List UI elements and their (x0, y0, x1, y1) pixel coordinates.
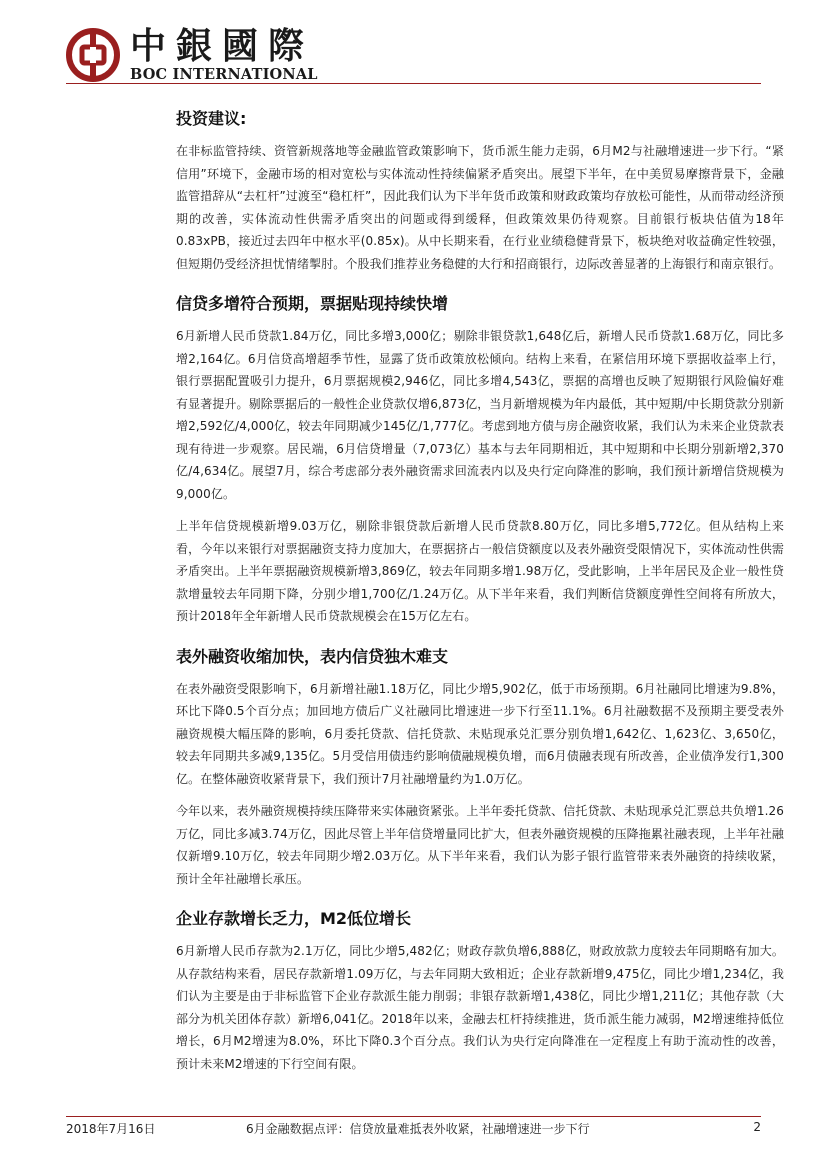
section-title: 投资建议: (176, 109, 247, 128)
paragraph: 上半年信贷规模新增9.03万亿，剔除非银贷款后新增人民币贷款8.80万亿，同比多增5,772亿。但从结构上来看，今年以来银行对票据融资支持力度加大，在票据挤占一般信贷额度以及表外融资受限情况下，实体流动性供需矛盾突出。上半年票据融资规模新增3,869亿，较去年同期多增1.98万亿，受此影响，上半年居民及企业一般性贷款增量较去年同期下降，分别少增1,700亿/1.24万亿。从下半年来看，我们判断信贷额度弹性空间将有所放大，预计2018年全年新增人民币贷款规模会在15万亿左右。 (176, 519, 784, 623)
paragraph: 今年以来，表外融资规模持续压降带来实体融资紧张。上半年委托贷款、信托贷款、未贴现承兑汇票总共负增1.26万亿，同比多减3.74万亿，因此尽管上半年信贷增量同比扩大，但表外融资规模的压降拖累社融表现，上半年社融仅新增9.10万亿，较去年同期少增2.03万亿。从下半年来看，我们认为影子银行监管带来表外融资的持续收紧，预计全年社融增长承压。 (176, 804, 784, 886)
footer-report-title: 6月金融数据点评：信贷放量难抵表外收紧，社融增速进一步下行 (246, 1122, 590, 1136)
section-credit (176, 293, 784, 628)
page-number: 2 (753, 1120, 761, 1134)
footer-date: 2018年7月16日 (66, 1122, 156, 1136)
section-off-balance-financing (176, 646, 784, 891)
paragraph: 6月新增人民币存款为2.1万亿，同比少增5,482亿；财政存款负增6,888亿，财政放款力度较去年同期略有加大。从存款结构来看，居民存款新增1.09万亿，与去年同期大致相近；企业存款新增9,475亿，同比少增1,234亿，我们认为主要是由于非标监管下企业存款派生能力削弱；非银存款新增1,438亿，同比少增1,211亿；其他存款（大部分为机关团体存款）新增6,041亿。2018年以来，金融去杠杆持续推进，货币派生能力减弱，M2增速维持低位增长，6月M2增速为8.0%，环比下降0.3个百分点。我们认为央行定向降准在一定程度上有助于流动性的改善，预计未来M2增速的下行空间有限。 (176, 944, 784, 1071)
section-title: 信贷多增符合预期，票据贴现持续快增 (176, 294, 449, 313)
paragraph: 在表外融资受限影响下，6月新增社融1.18万亿，同比少增5,902亿，低于市场预期。6月社融同比增速为9.8%，环比下降0.5个百分点；加回地方债后广义社融同比增速进一步下行至11.1%。6月社融数据不及预期主要受表外融资规模大幅压降的影响，6月委托贷款、信托贷款、未贴现承兑汇票分别负增1,642亿、1,623亿、3,650亿，较去年同期共多减9,135亿。5月受信用债违约影响债融规模负增，而6月债融表现有所改善，企业债净发行1,300亿。在整体融资收紧背景下，我们预计7月社融增量约为1.0万亿。 (176, 681, 784, 786)
page-footer (66, 1120, 761, 1140)
paragraph: 在非标监管持续、资管新规落地等金融监管政策影响下，货币派生能力走弱，6月M2与社融增速进一步下行。“紧信用”环境下，金融市场的相对宽松与实体流动性持续偏紧矛盾突出。展望下半年，在中美贸易摩擦背景下，金融监管措辞从“去杠杆”过渡至“稳杠杆”，因此我们认为下半年货币政策和财政政策均存放松可能性，从而带动经济预期的改善，实体流动性供需矛盾突出的问题或得到缓释，但政策效果仍待观察。目前银行板块估值为18年0.83xPB，接近过去四年中枢水平(0.85x)。从中长期来看，在行业业绩稳健背景下，板块绝对收益确定性较强，但短期仍受经济担忧情绪掣肘。个股我们推荐业务稳健的大行和招商银行，边际改善显著的上海银行和南京银行。 (176, 144, 784, 271)
section-title: 企业存款增长乏力，M2低位增长 (176, 909, 412, 928)
section-investment-advice (176, 108, 784, 275)
footer-divider (66, 1116, 761, 1117)
header-divider (66, 83, 761, 84)
boc-logo-icon (66, 28, 120, 82)
section-deposits-m2 (176, 908, 784, 1075)
paragraph: 6月新增人民币贷款1.84万亿，同比多增3,000亿；剔除非银贷款1,648亿后，新增人民币贷款1.68万亿，同比多增2,164亿。6月信贷高增超季节性，显露了货币政策放松倾向。结构上来看，在紧信用环境下票据收益率上行，银行票据配置吸引力提升，6月票据规模2,946亿，同比多增4,543亿，票据的高增也反映了短期银行风险偏好难有显著提升。剔除票据后的一般性企业贷款仅增6,873亿，当月新增规模为年内最低，其中短期/中长期贷款分别新增2,592亿/4,000亿，较去年同期减少145亿/1,777亿。考虑到地方债与房企融资收紧，我们认为未来企业贷款表现有待进一步观察。居民端，6月信贷增量（7,073亿）基本与去年同期相近，其中短期和中长期分别新增2,370亿/4,634亿。展望7月，综合考虑部分表外融资需求回流表内以及央行定向降准的影响，我们预计新增信贷规模为9,000亿。 (176, 329, 784, 501)
section-title: 表外融资收缩加快，表内信贷独木难支 (176, 646, 449, 666)
brand-name-en: BOC INTERNATIONAL (130, 66, 318, 83)
report-body (176, 100, 784, 1085)
brand-name-cn: 中銀國際 (130, 25, 315, 67)
